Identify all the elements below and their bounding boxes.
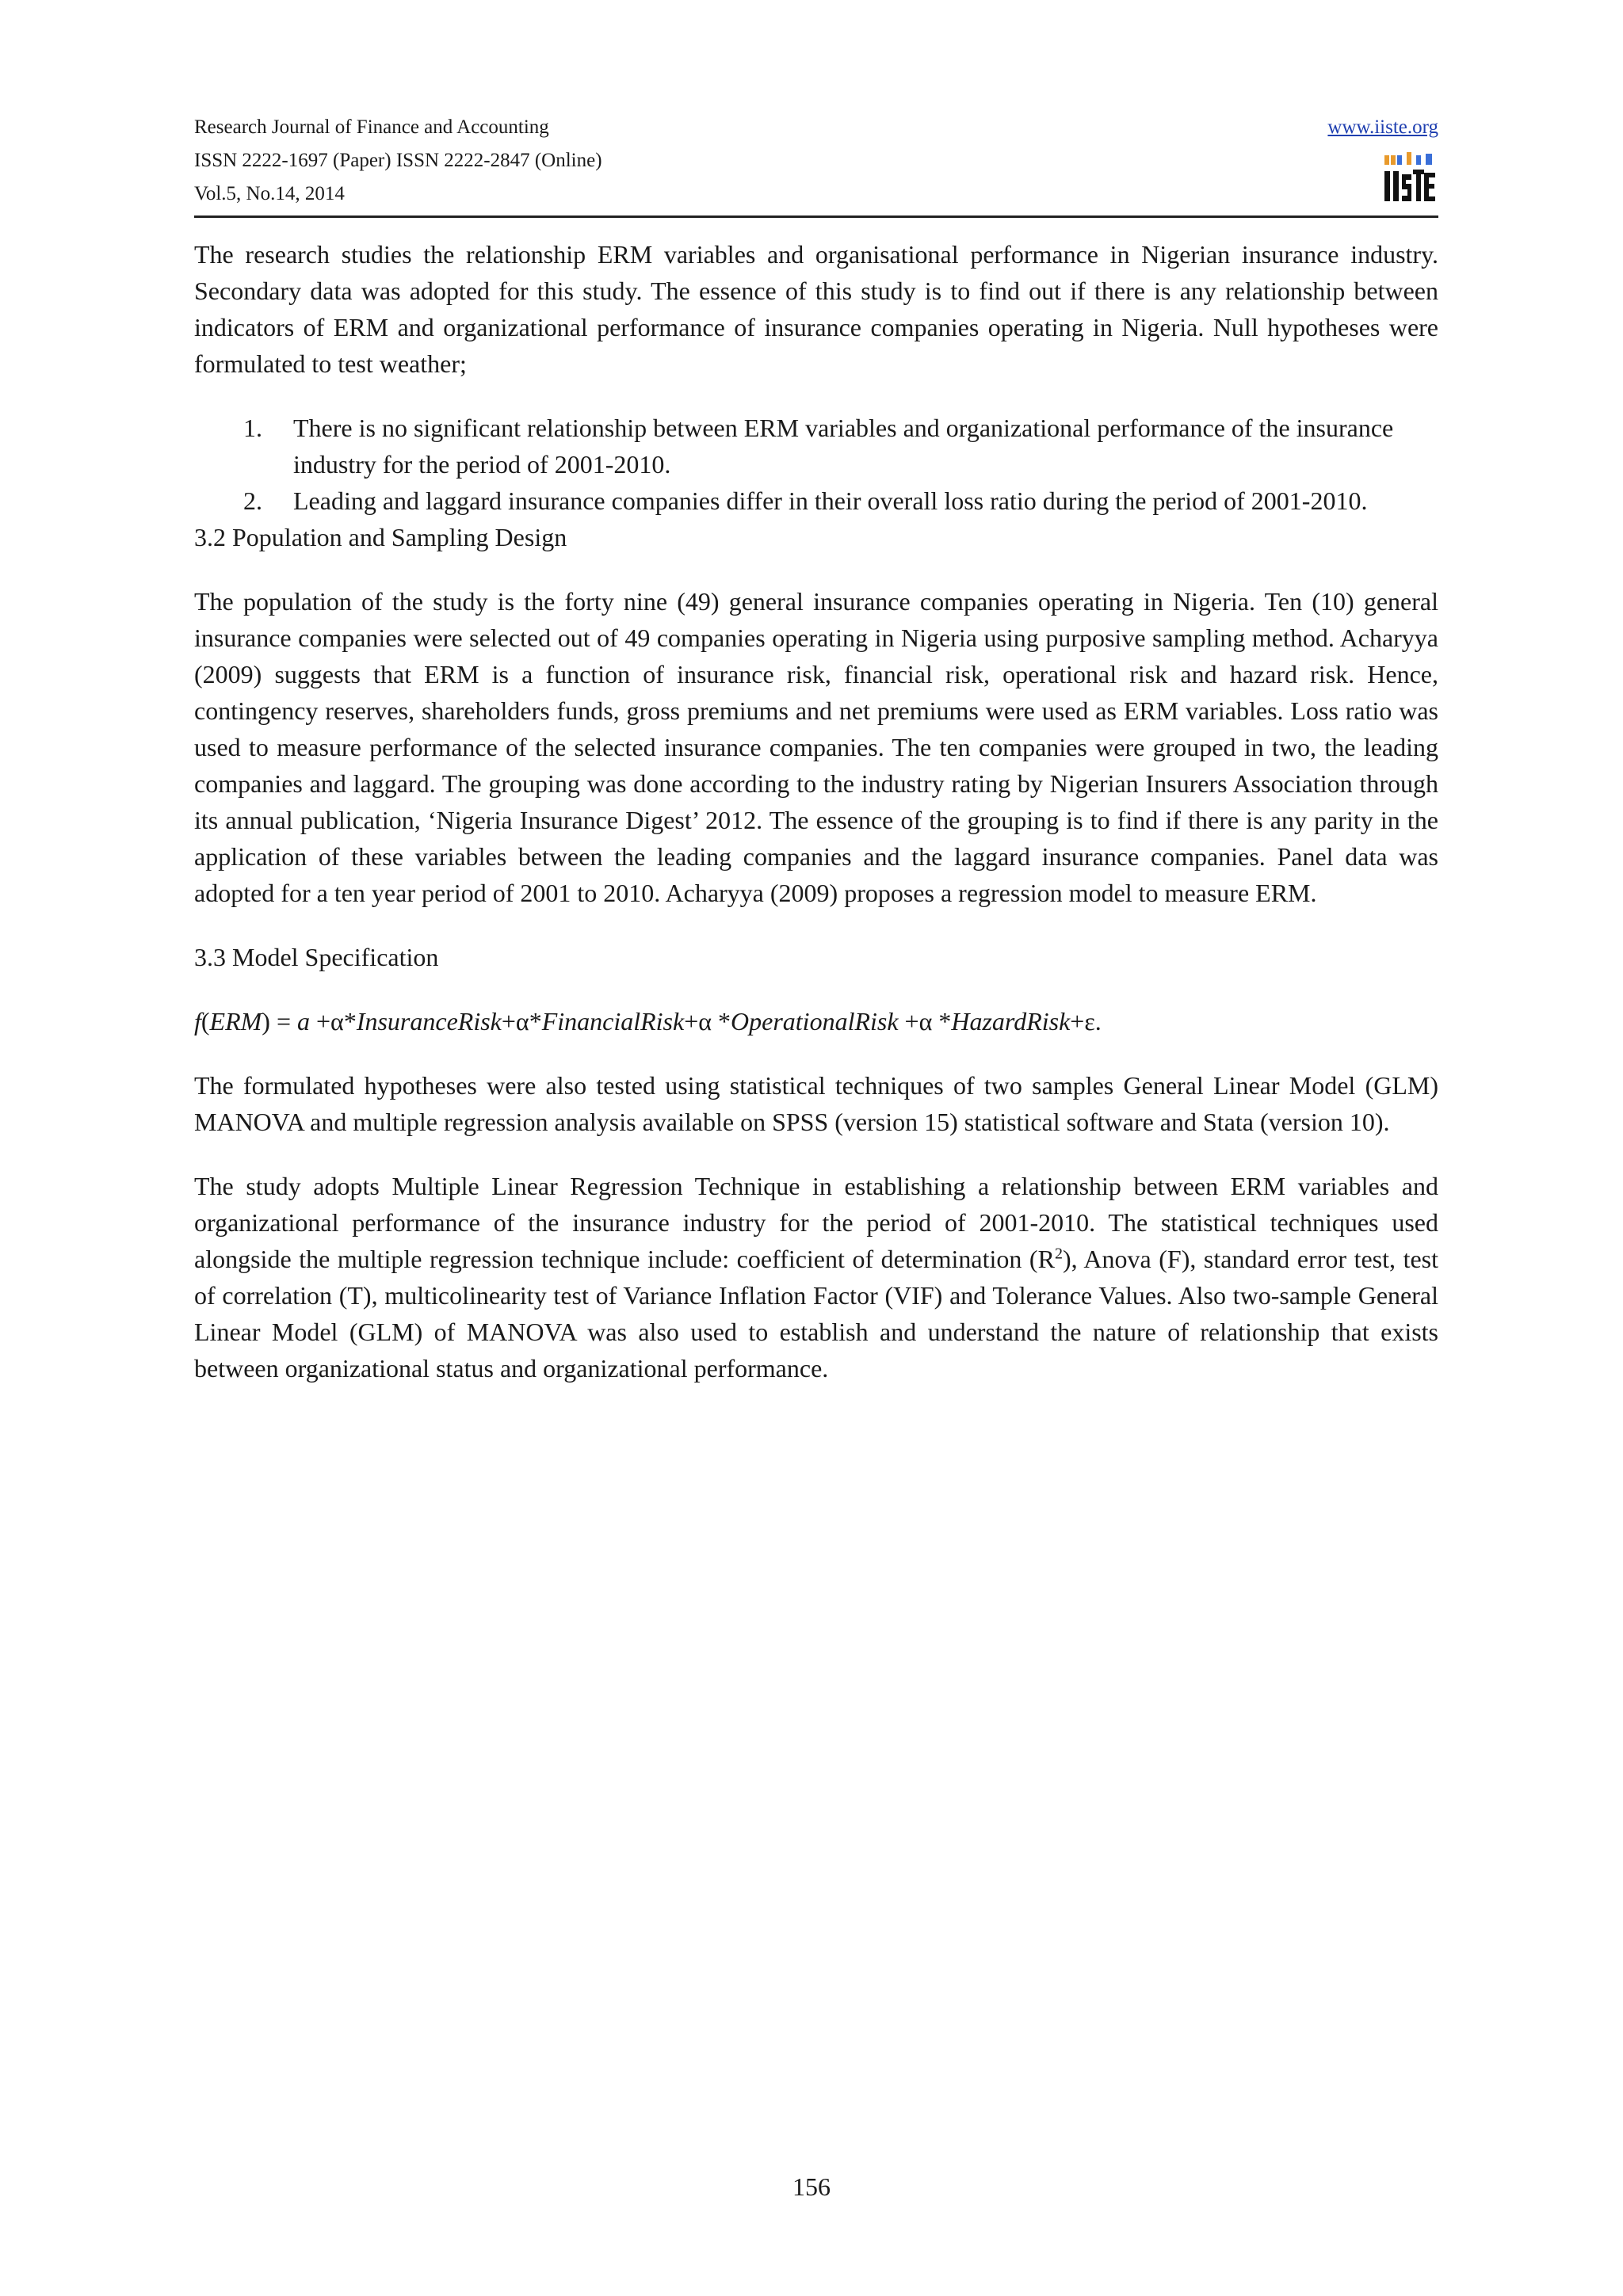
- hypotheses-test-paragraph: The formulated hypotheses were also tested using statistical techniques of two samples General Linear Model (GLM) MANOVA and multiple regression analysis available on SPSS (version 15) statistical software and Stata (version 10).: [194, 1071, 1438, 1136]
- volume-line: Vol.5, No.14, 2014: [194, 183, 345, 204]
- hypotheses-list: [194, 410, 1438, 519]
- list-item: [194, 410, 1438, 482]
- issn-line: ISSN 2222-1697 (Paper) ISSN 2222-2847 (Online): [194, 150, 602, 171]
- intro-paragraph: The research studies the relationship ERM variables and organisational performance in Nigerian insurance industry. Secondary data was adopted for this study. The essence of this study is to find out if there is any relationship between indicators of ERM and organizational performance of insurance companies operating in Nigeria. Null hypotheses were formulated to test weather;: [194, 240, 1438, 378]
- list-text: Leading and laggard insurance companies differ in their overall loss ratio during the period of 2001-2010.: [293, 486, 1368, 515]
- iiste-logo-icon: [1381, 149, 1438, 204]
- header-divider: [194, 215, 1438, 218]
- list-text: There is no significant relationship between ERM variables and organizational performance of the insurance industry for the period of 2001-2010.: [293, 414, 1394, 479]
- journal-url-link[interactable]: www.iiste.org: [1327, 116, 1438, 138]
- page-number: 156: [792, 2172, 831, 2201]
- list-number: 1.: [243, 414, 262, 442]
- list-number: 2.: [243, 486, 262, 515]
- article-body: [194, 236, 1438, 1386]
- list-item: [194, 482, 1438, 519]
- section-heading-3-2: 3.2 Population and Sampling Design: [194, 523, 567, 551]
- population-paragraph: The population of the study is the forty nine (49) general insurance companies operating in Nigeria. Ten (10) general insurance companies were selected out of 49 companies operating in Nigeria using purposive sampling method. Acharyya (2009) suggests that ERM is a function of insurance risk, financial risk, operational risk and hazard risk. Hence, contingency reserves, shareholders funds, gross premiums and net premiums were used as ERM variables. Loss ratio was used to measure performance of the selected insurance companies. The ten companies were grouped in two, the leading companies and laggard. The grouping was done according to the industry rating by Nigerian Insurers Association through its annual publication, ‘Nigeria Insurance Digest’ 2012. The essence of the grouping is to find if there is any parity in the application of these variables between the leading companies and the laggard insurance companies. Panel data was adopted for a ten year period of 2001 to 2010. Acharyya (2009) proposes a regression model to measure ERM.: [194, 587, 1438, 907]
- journal-title: Research Journal of Finance and Accounting: [194, 116, 549, 138]
- regression-paragraph: The study adopts Multiple Linear Regression Technique in establishing a relationship between ERM variables and organizational performance of the insurance industry for the period of 2001-2010. The statistical techniques used alongside the multiple regression technique include: coefficient of determination $(R^2)$, Anova (F), standard error test, test of correlation (T), multicolinearity test of Variance Inflation Factor (VIF) and Tolerance Values. Also two-sample General Linear Model (GLM) of MANOVA was also used to establish and understand the nature of relationship that exists between organizational status and organizational performance.: [194, 1172, 1439, 1383]
- model-formula: f(ERM) = a +α*InsuranceRisk+α*FinancialRisk+α *OperationalRisk +α *HazardRisk+ε.: [194, 1007, 1102, 1035]
- section-heading-3-3: 3.3 Model Specification: [194, 943, 439, 971]
- page-header: [194, 111, 1438, 211]
